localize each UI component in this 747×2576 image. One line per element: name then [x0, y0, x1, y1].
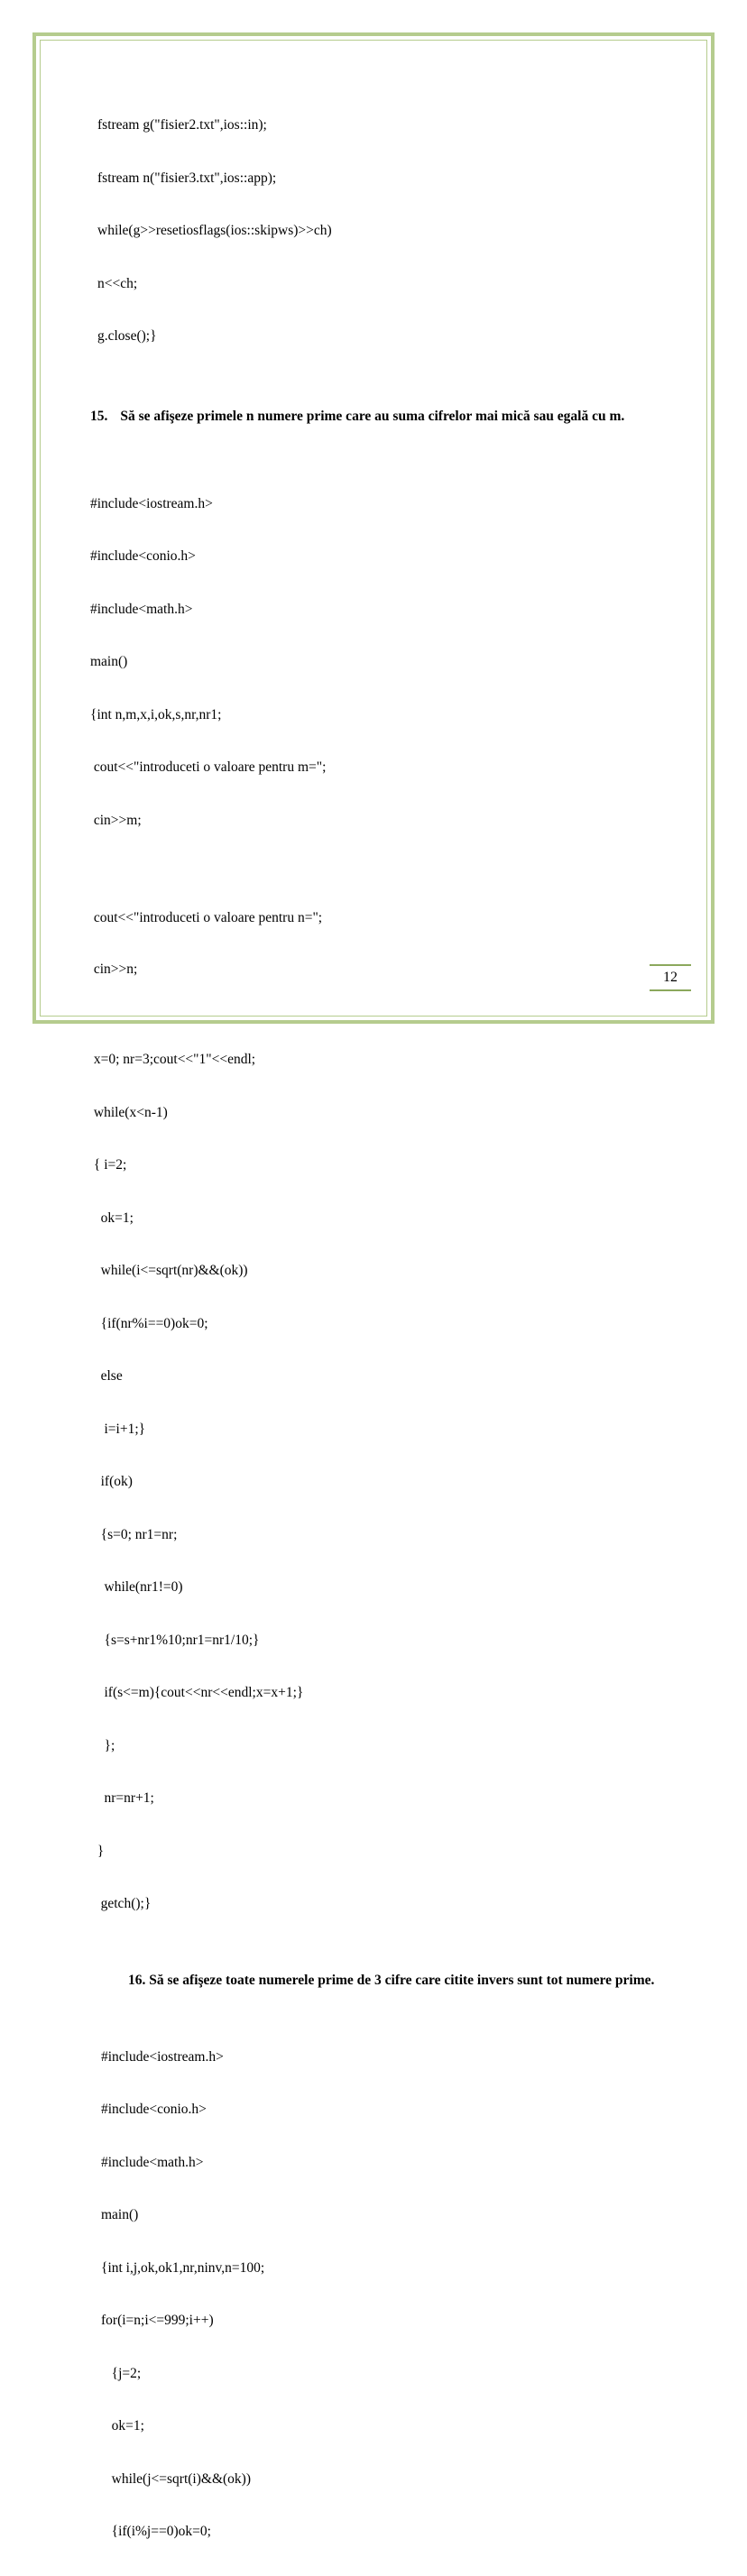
task-15-number: 15.: [90, 408, 108, 424]
code-line: #include<conio.h>: [90, 548, 196, 564]
page-number: 12: [663, 970, 678, 985]
code-line: nr=nr+1;: [90, 1790, 154, 1806]
code-line: if(ok): [90, 1474, 133, 1489]
code-line: cout<<"introduceti o valoare pentru m=";: [90, 759, 327, 775]
page-content: [90, 81, 686, 2576]
code-line: cin>>m;: [90, 812, 142, 828]
code-line: {s=s+nr1%10;nr1=nr1/10;}: [90, 1632, 260, 1648]
task-16-heading: [90, 1972, 686, 1990]
page-number-rule-bottom: [650, 989, 691, 991]
code-line: cout<<"introduceti o valoare pentru n=";: [90, 910, 323, 925]
spacer: [90, 1948, 686, 1972]
code-line: while(g>>resetiosflags(ios::skipws)>>ch): [97, 223, 332, 238]
page-number-block: [650, 964, 691, 991]
code-block-task-16: [90, 2013, 686, 2576]
code-line: i=i+1;}: [90, 1421, 146, 1437]
code-line: while(j<=sqrt(i)&&(ok)): [101, 2470, 251, 2487]
code-line: {if(i%j==0)ok=0;: [101, 2524, 211, 2539]
code-block-task-15-part1: [90, 460, 686, 865]
code-line: getch();}: [90, 1896, 152, 1911]
code-block-task-15-part3: [90, 1016, 686, 1948]
code-line: while(i<=sqrt(nr)&&(ok)): [90, 1263, 248, 1278]
code-line: {j=2;: [101, 2365, 142, 2381]
task-16-text: Să se afişeze toate numerele prime de 3 cifre care citite invers sunt tot numere prime.: [149, 1972, 655, 1988]
code-line: #include<conio.h>: [101, 2102, 207, 2117]
spacer: [90, 1990, 686, 2013]
code-line: { i=2;: [90, 1157, 127, 1173]
code-line: while(nr1!=0): [90, 1579, 183, 1595]
code-line: #include<iostream.h>: [90, 495, 213, 511]
code-line: else: [90, 1368, 123, 1384]
code-line: x=0; nr=3;cout<<"1"<<endl;: [90, 1052, 256, 1067]
task-16-number: 16.: [128, 1972, 146, 1988]
code-line: }: [90, 1843, 105, 1859]
code-line: for(i=n;i<=999;i++): [101, 2313, 214, 2328]
code-line: g.close();}: [97, 328, 157, 344]
code-line: #include<math.h>: [90, 601, 193, 617]
code-line: if(s<=m){cout<<nr<<endl;x=x+1;}: [90, 1685, 304, 1700]
code-line: #include<math.h>: [101, 2154, 204, 2170]
page-number-rule-top: [650, 964, 691, 966]
code-line: {int n,m,x,i,ok,s,nr,nr1;: [90, 706, 222, 722]
spacer: [90, 864, 686, 875]
spacer: [90, 426, 686, 460]
spacer: [90, 381, 686, 408]
task-15-heading: [90, 408, 686, 426]
code-line: main(): [90, 654, 128, 669]
code-line: while(x<n-1): [90, 1104, 168, 1120]
code-line: ok=1;: [101, 2418, 144, 2433]
code-line: fstream g("fisier2.txt",ios::in);: [97, 117, 267, 133]
code-block-top: [90, 81, 686, 381]
code-line: #include<iostream.h>: [101, 2048, 224, 2065]
code-line: ok=1;: [90, 1210, 134, 1226]
code-line: main(): [101, 2207, 139, 2222]
code-block-task-15-part2: [90, 875, 686, 1013]
code-line: };: [90, 1737, 115, 1753]
code-line: n<<ch;: [97, 275, 138, 291]
code-line: cin>>n;: [90, 961, 138, 977]
code-line: {int i,j,ok,ok1,nr,ninv,n=100;: [101, 2259, 265, 2276]
task-15-text: Să se afişeze primele n numere prime care au suma cifrelor mai mică sau egală cu m.: [120, 408, 625, 424]
code-line: {s=0; nr1=nr;: [90, 1526, 178, 1542]
code-line: fstream n("fisier3.txt",ios::app);: [97, 170, 277, 186]
code-line: {if(nr%i==0)ok=0;: [90, 1315, 208, 1331]
